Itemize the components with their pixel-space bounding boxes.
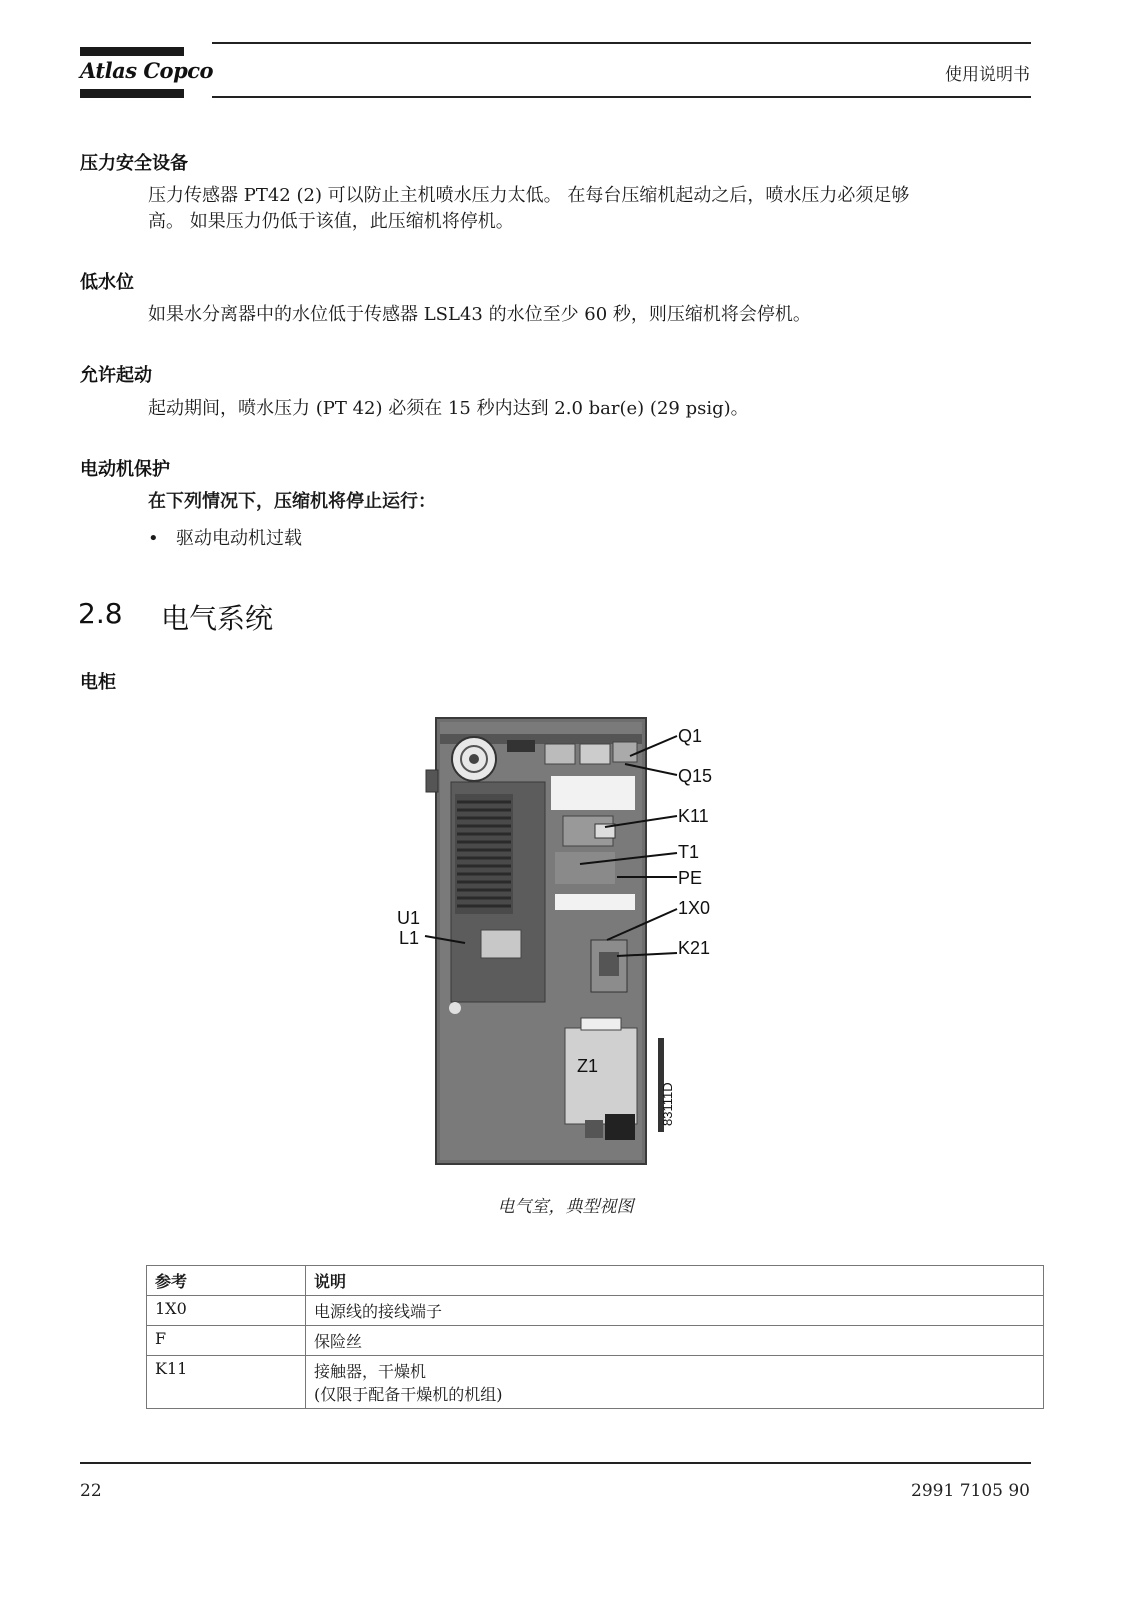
section-heading-pressure-safety: 压力安全设备 (80, 153, 188, 174)
callout-t1: T1 (678, 842, 700, 862)
low-water-text: 如果水分离器中的水位低于传感器 LSL43 的水位至少 60 秒，则压缩机将会停机。 (148, 304, 811, 325)
pressure-safety-line-1: 压力传感器 PT42 (2) 可以防止主机喷水压力太低。 在每台压缩机起动之后，喷水压力必须足够 (148, 185, 910, 206)
header-top-rule (212, 42, 1031, 44)
callout-k11: K11 (678, 806, 709, 826)
reference-table (146, 1265, 1044, 1409)
table-header-cell: 参考 (147, 1266, 306, 1296)
list-bullet: • (148, 528, 159, 549)
callout-q15: Q15 (678, 766, 713, 786)
table-row (147, 1296, 1044, 1326)
callout-q1: Q1 (678, 726, 703, 746)
table-cell-line: 接触器，干燥机 (314, 1362, 427, 1381)
table-header-row (147, 1266, 1044, 1296)
figure-caption: 电气室，典型视图 (497, 1197, 634, 1217)
table-header-cell: 说明 (306, 1266, 1044, 1296)
callout-k21: K21 (678, 938, 711, 958)
callout-1x0: 1X0 (678, 898, 711, 918)
table-cell: 电源线的接线端子 (306, 1296, 1044, 1326)
table-cell (306, 1356, 1044, 1409)
allow-start-text: 起动期间，喷水压力 (PT 42) 必须在 15 秒内达到 2.0 bar(e) (29 psig)。 (148, 398, 749, 419)
section-heading-low-water: 低水位 (80, 272, 134, 293)
header-title: 使用说明书 (945, 65, 1030, 85)
table-cell: F (147, 1326, 306, 1356)
callout-l1: L1 (399, 928, 420, 948)
list-item: 驱动电动机过载 (176, 528, 302, 549)
section-heading-motor-protection: 电动机保护 (80, 459, 170, 480)
table-cell: K11 (147, 1356, 306, 1409)
callout-z1: Z1 (577, 1056, 599, 1076)
motor-protection-intro: 在下列情况下，压缩机将停止运行： (148, 491, 436, 512)
table-row (147, 1326, 1044, 1356)
page-number: 22 (80, 1481, 102, 1501)
logo-text: Atlas Copco (80, 58, 214, 83)
table-cell-line: (仅限于配备干燥机的机组) (314, 1385, 503, 1404)
document-number: 2991 7105 90 (911, 1481, 1030, 1501)
section-title: 电气系统 (161, 602, 274, 635)
figure-code: 83111D (660, 1082, 675, 1126)
callout-u1: U1 (397, 908, 421, 928)
pressure-safety-line-2: 高。 如果压力仍低于该值，此压缩机将停机。 (148, 211, 514, 232)
table-cell: 1X0 (147, 1296, 306, 1326)
subheading-cabinet: 电柜 (80, 672, 116, 693)
header-bottom-rule (212, 96, 1031, 98)
electrical-cabinet-figure (395, 712, 735, 1177)
table-cell: 保险丝 (306, 1326, 1044, 1356)
footer-rule (80, 1462, 1031, 1464)
callout-pe: PE (678, 868, 703, 888)
section-heading-allow-start: 允许起动 (80, 365, 152, 386)
section-number: 2.8 (78, 597, 123, 630)
table-row (147, 1356, 1044, 1409)
